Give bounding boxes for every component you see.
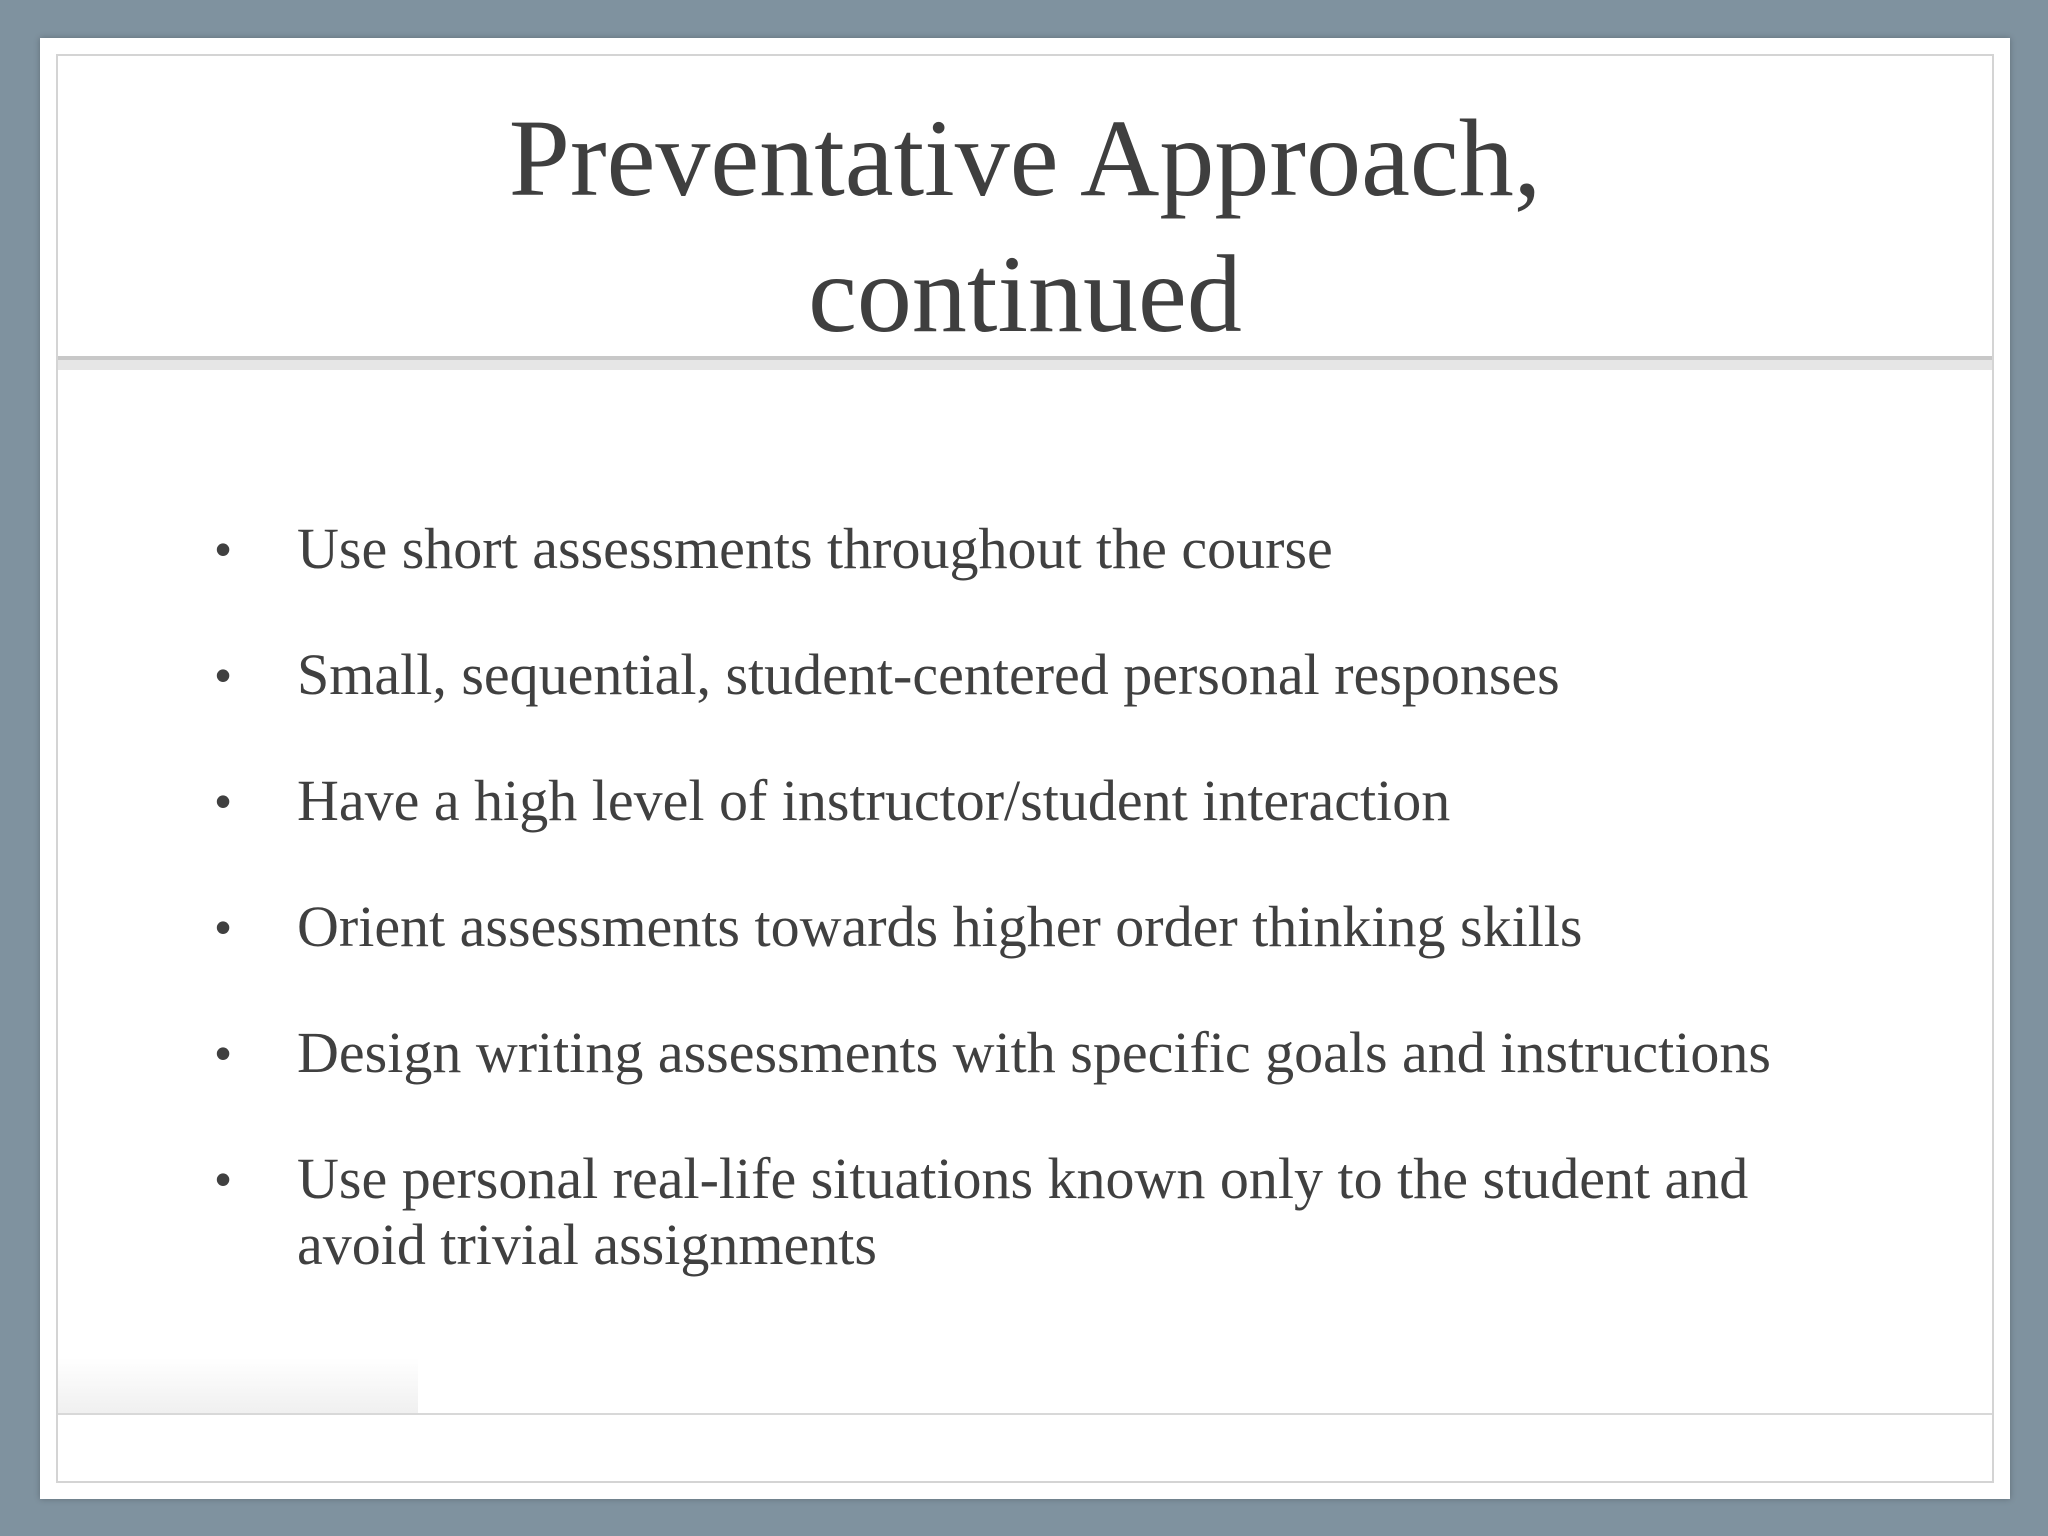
footer-shade <box>58 1358 418 1413</box>
slide-title <box>275 90 1775 362</box>
title-divider-shadow <box>58 360 1992 370</box>
footer-divider <box>58 1413 1992 1415</box>
bullet-text: Small, sequential, student-centered personal responses <box>297 642 1560 707</box>
slide <box>40 38 2010 1499</box>
bullet-dot-icon: • <box>215 1027 232 1079</box>
bullet-list <box>215 516 1855 1338</box>
bullet-text: Use personal real-life situations known only to the student and avoid trivial assignments <box>297 1146 1749 1277</box>
bullet-item <box>215 1020 1855 1086</box>
slide-title-line-1: Preventative Approach, <box>508 97 1542 219</box>
bullet-text: Orient assessments towards higher order thinking skills <box>297 894 1583 959</box>
bullet-dot-icon: • <box>215 901 232 953</box>
bullet-item <box>215 1146 1855 1278</box>
bullet-text: Have a high level of instructor/student interaction <box>297 768 1451 833</box>
bullet-dot-icon: • <box>215 649 232 701</box>
bullet-item <box>215 894 1855 960</box>
bullet-text: Design writing assessments with specific goals and instructions <box>297 1020 1771 1085</box>
bullet-dot-icon: • <box>215 1153 232 1205</box>
bullet-dot-icon: • <box>215 775 232 827</box>
bullet-item <box>215 516 1855 582</box>
bullet-item <box>215 768 1855 834</box>
bullet-dot-icon: • <box>215 523 232 575</box>
title-area <box>58 56 1992 396</box>
slide-title-line-2: continued <box>808 233 1242 355</box>
bullet-item <box>215 642 1855 708</box>
bullet-text: Use short assessments throughout the course <box>297 516 1333 581</box>
